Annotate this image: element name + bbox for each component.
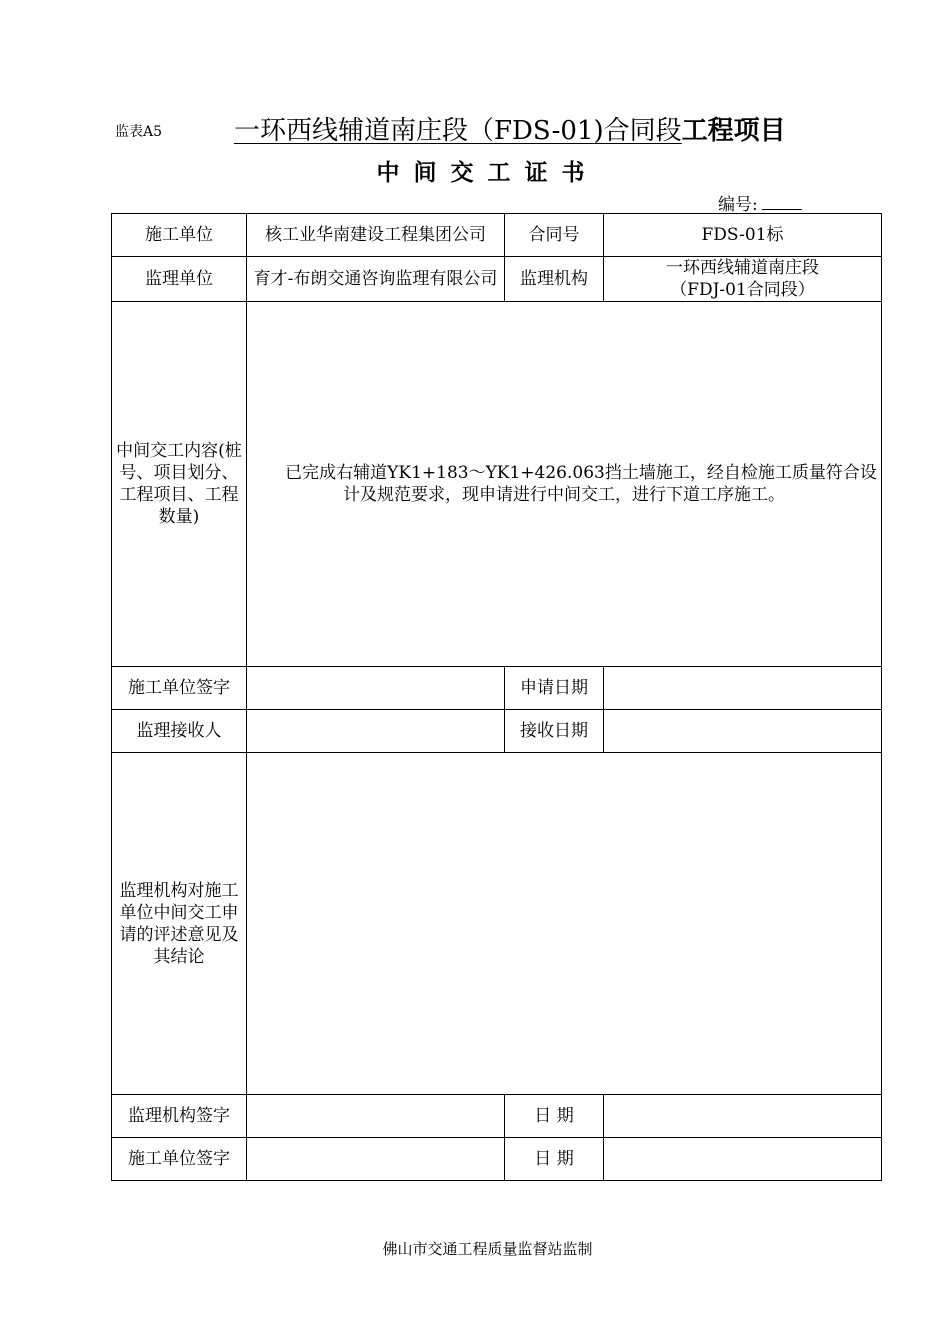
supervisor-receiver-label: 监理接收人 xyxy=(112,710,247,753)
date-field-2[interactable] xyxy=(604,1138,882,1181)
supervision-unit-value: 育才-布朗交通咨询监理有限公司 xyxy=(247,257,505,302)
row-construction-unit xyxy=(112,214,882,257)
supervision-org-sign-field[interactable] xyxy=(247,1095,505,1138)
title-suffix: 工程项目 xyxy=(681,116,786,146)
construction-unit-label: 施工单位 xyxy=(112,214,247,257)
number-label: 编号: xyxy=(718,195,758,215)
contract-no-value: FDS-01标 xyxy=(604,214,882,257)
title-project-name: 一环西线辅道南庄段（FDS-01)合同段 xyxy=(234,116,682,146)
footer-issuer: 佛山市交通工程质量监督站监制 xyxy=(382,1240,593,1258)
contract-no-label: 合同号 xyxy=(505,214,604,257)
content-text: 已完成右辅道YK1+183～YK1+426.063挡土墙施工，经自检施工质量符合设计及规范要求，现申请进行中间交工，进行下道工序施工。 xyxy=(285,463,877,505)
supervision-org-sign-label: 监理机构签字 xyxy=(112,1095,247,1138)
document-subtitle: 中间交工证书 xyxy=(376,160,599,186)
contractor-sign-label-2: 施工单位签字 xyxy=(112,1138,247,1181)
contractor-sign-field-2[interactable] xyxy=(247,1138,505,1181)
date-label-2: 日 期 xyxy=(505,1138,604,1181)
form-code: 监表A5 xyxy=(115,124,163,140)
receive-date-label: 接收日期 xyxy=(505,710,604,753)
apply-date-label: 申请日期 xyxy=(505,667,604,710)
document-title xyxy=(234,110,786,147)
row-supervision-org-sign xyxy=(112,1095,882,1138)
contractor-sign-field[interactable] xyxy=(247,667,505,710)
receive-date-field[interactable] xyxy=(604,710,882,753)
apply-date-field[interactable] xyxy=(604,667,882,710)
content-label: 中间交工内容(桩号、项目划分、工程项目、工程数量) xyxy=(112,302,247,667)
supervision-org-line2: （FDJ-01合同段） xyxy=(670,280,815,300)
review-label: 监理机构对施工单位中间交工申请的评述意见及其结论 xyxy=(112,753,247,1095)
supervision-org-line1: 一环西线辅道南庄段 xyxy=(666,258,819,278)
certificate-table xyxy=(111,213,882,1181)
date-label-1: 日 期 xyxy=(505,1095,604,1138)
review-field[interactable] xyxy=(247,753,882,1095)
supervisor-receiver-field[interactable] xyxy=(247,710,505,753)
row-content xyxy=(112,302,882,667)
row-supervision-unit xyxy=(112,257,882,302)
row-contractor-sign-2 xyxy=(112,1138,882,1181)
supervision-org-label: 监理机构 xyxy=(505,257,604,302)
row-review xyxy=(112,753,882,1095)
contractor-sign-label: 施工单位签字 xyxy=(112,667,247,710)
supervision-org-value xyxy=(604,257,882,302)
number-blank xyxy=(762,195,802,210)
row-contractor-sign xyxy=(112,667,882,710)
number-field xyxy=(718,190,802,215)
supervision-unit-label: 监理单位 xyxy=(112,257,247,302)
row-supervisor-receiver xyxy=(112,710,882,753)
content-text-cell xyxy=(247,302,882,667)
construction-unit-value: 核工业华南建设工程集团公司 xyxy=(247,214,505,257)
date-field-1[interactable] xyxy=(604,1095,882,1138)
